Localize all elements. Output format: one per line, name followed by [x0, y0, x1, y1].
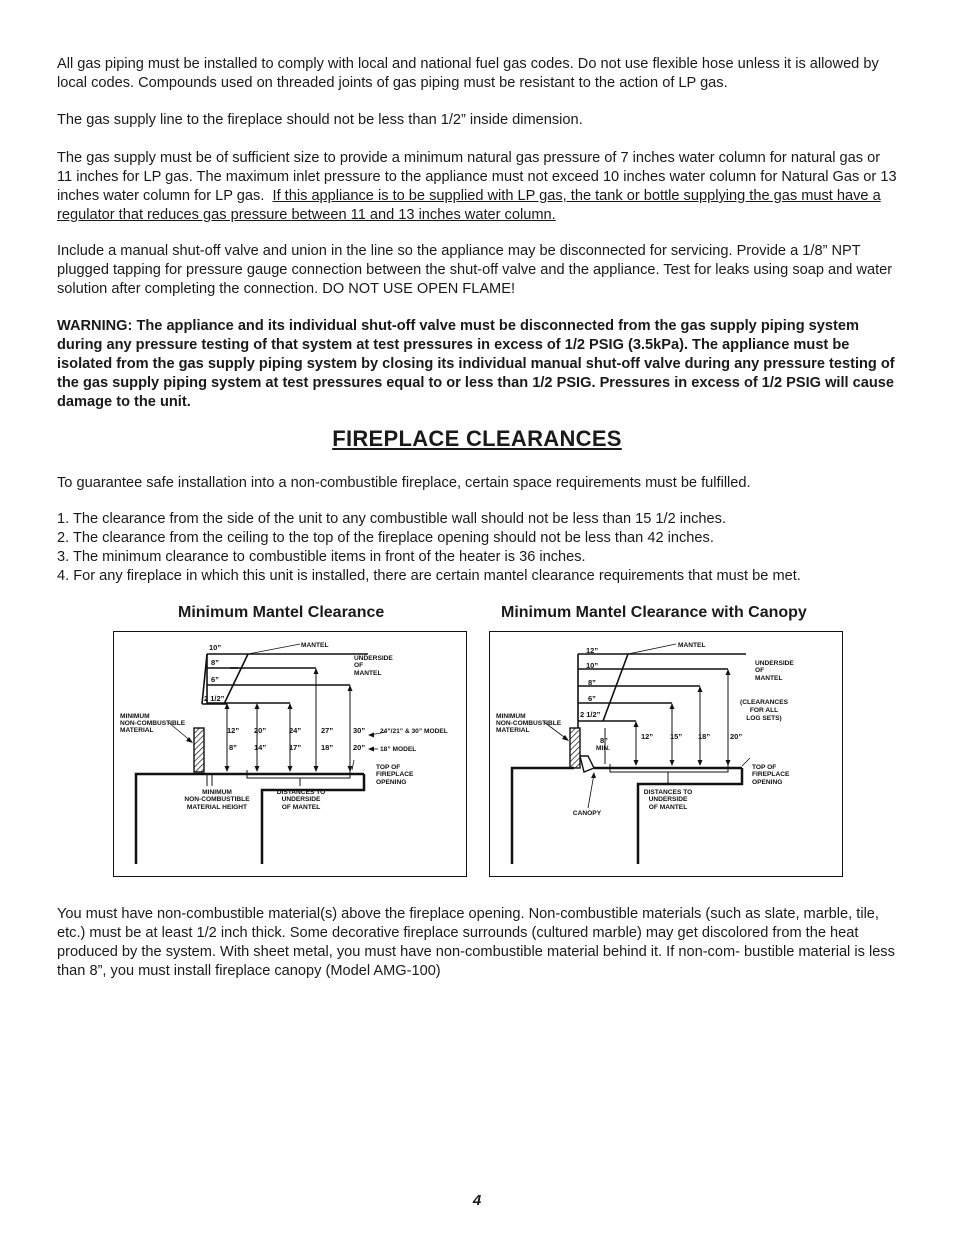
clearances-note-2: FOR ALL — [749, 707, 779, 714]
depth-6: 6” — [588, 694, 596, 703]
height-bottom: 17” — [289, 743, 302, 752]
distances-3: OF MANTEL — [281, 804, 321, 811]
height-bottom: 14” — [254, 743, 267, 752]
closing-paragraph: You must have non-combustible material(s) above the fireplace opening. Non-combustible materials (such as slate, marble, tile, etc.) must be at least 1/2 inch thick. Some decorative fireplace surrounds (cultured marble) may get discolored from the heat produced by the system. With sheet metal, you must have non-combustible material behind it. If non-com- bustible material is less than 8”, you must install fireplace canopy (Model AMG-100) — [57, 906, 895, 979]
depth-8: 8” — [588, 678, 596, 687]
min-8-label: 8” — [600, 736, 608, 745]
height-label: 15” — [670, 732, 683, 741]
clearances-note-1: (CLEARANCES — [740, 699, 788, 706]
underside-label-3: MANTEL — [354, 670, 382, 677]
lp-regulator-note: If this appliance is to be supplied with LP gas, the tank or bottle supplying the gas must have a regulator that reduces gas pressure between 11 and 13 inches water column. — [57, 188, 881, 223]
depth-10: 10” — [209, 643, 222, 652]
min-material-2: NON-COMBUSTIBLE — [496, 720, 562, 727]
diagram-mantel-clearance-canopy — [489, 631, 843, 877]
paragraph-supply-line: The gas supply line to the fireplace should not be less than 1/2” inside dimension. — [57, 112, 583, 128]
page-number: 4 — [472, 1192, 482, 1209]
canopy-label: CANOPY — [572, 810, 602, 817]
diagram2-title: Minimum Mantel Clearance with Canopy — [501, 604, 807, 621]
clearance-item: 4. For any fireplace in which this unit is installed, there are certain mantel clearance requirements that must be met. — [57, 568, 801, 584]
fireplace-inner — [638, 768, 742, 864]
mantel-clearance-canopy-svg — [490, 632, 842, 876]
height-label: 18” — [698, 732, 711, 741]
distances-1: DISTANCES TO — [643, 789, 693, 796]
height-top: 20” — [254, 726, 267, 735]
paragraph-gas-piping: All gas piping must be installed to comply with local and national fuel gas codes. Do not use flexible hose unless it is allowed by local codes. Compounds used on threaded joints of gas piping must be resistant to the action of LP gas. — [57, 56, 879, 91]
distances-2: UNDERSIDE — [281, 796, 321, 803]
mantel-steps — [202, 654, 368, 704]
depth-2-5: 2 1/2” — [580, 710, 601, 719]
underside-label-2: OF — [354, 662, 364, 669]
top-opening-1: TOP OF — [752, 764, 777, 771]
height-bottom: 8” — [229, 743, 237, 752]
clearance-item: 1. The clearance from the side of the unit to any combustible wall should not be less than 15 1/2 inches. — [57, 511, 727, 527]
gas-pressure-text: The gas supply must be of sufficient size to provide a minimum natural gas pressure of 7 inches water column for natural gas or 11 inches for LP gas. The maximum inlet pressure to the appliance must not exceed 10 inches water column for Natural Gas or 13 inches water column for LP gas. — [57, 150, 897, 204]
underside-label-1: UNDERSIDE — [755, 660, 794, 667]
warning-text: WARNING: The appliance and its individual shut-off valve must be disconnected from the gas supply piping system during any pressure testing of that system at test pressures in excess of 1/2 PSIG (3.5kPa). The appliance must be isolated from the gas supply piping system by closing its individual manual shut-off valve during any pressure testing of the gas supply piping system at test pressures equal to or less than 1/2 PSIG. Pressures in excess of 1/2 PSIG will cause damage to the unit. — [57, 318, 895, 410]
min-material-3: MATERIAL — [496, 727, 530, 734]
clearance-item: 2. The clearance from the ceiling to the top of the fireplace opening should not be less than 42 inches. — [57, 530, 714, 546]
height-arrows — [605, 670, 728, 764]
diagram-mantel-clearance — [113, 631, 467, 877]
fireplace-inner — [262, 774, 364, 864]
non-combustible-material — [194, 728, 204, 772]
paragraph-shutoff-valve: Include a manual shut-off valve and union in the line so the appliance may be disconnected for servicing. Provide a 1/8” NPT plugged tapping for pressure gauge connection between the shut-off valve and the appliance. Test for leaks using soap and water solution after completing the connection. DO NOT USE OPEN FLAME! — [57, 243, 893, 297]
min-height-1: MINIMUM — [202, 789, 232, 796]
depth-2-5: 2 1/2” — [204, 694, 225, 703]
depth-12: 12” — [586, 646, 599, 655]
top-opening-3: OPENING — [376, 779, 407, 786]
mantel-label: MANTEL — [301, 642, 329, 649]
canopy-shape — [580, 756, 594, 772]
fireplace-outline — [136, 774, 198, 864]
distances-1: DISTANCES TO — [276, 789, 326, 796]
arrow-heads — [634, 669, 731, 766]
height-label: 12” — [641, 732, 654, 741]
clearances-note-3: LOG SETS) — [746, 715, 782, 722]
top-opening-2: FIREPLACE — [376, 771, 414, 778]
distances-3: OF MANTEL — [648, 804, 688, 811]
intro-text: To guarantee safe installation into a non-combustible fireplace, certain space requirements must be fulfilled. — [57, 475, 751, 491]
underside-label-1: UNDERSIDE — [354, 655, 393, 662]
min-material-2: NON-COMBUSTIBLE — [120, 720, 186, 727]
height-bottom: 18” — [321, 743, 334, 752]
top-opening-2: FIREPLACE — [752, 771, 790, 778]
height-top: 30” — [353, 726, 366, 735]
top-opening-1: TOP OF — [376, 764, 401, 771]
min-height-2: NON-COMBUSTIBLE — [184, 796, 250, 803]
section-title: FIREPLACE CLEARANCES — [332, 426, 622, 451]
min-height-3: MATERIAL HEIGHT — [186, 804, 248, 811]
depth-6: 6” — [211, 675, 219, 684]
depth-8: 8” — [211, 658, 219, 667]
underside-label-3: MANTEL — [755, 675, 783, 682]
distances-2: UNDERSIDE — [648, 796, 688, 803]
mantel-label: MANTEL — [678, 642, 706, 649]
height-top: 12” — [227, 726, 240, 735]
clearance-list — [57, 510, 907, 586]
fireplace-outline — [512, 768, 574, 864]
top-opening-3: OPENING — [752, 779, 783, 786]
mantel-steps — [578, 654, 746, 728]
model-top-label: 24”/21” & 30” MODEL — [380, 728, 448, 735]
non-combustible-material — [570, 728, 580, 768]
min-material-1: MINIMUM — [496, 713, 526, 720]
height-top: 24” — [289, 726, 302, 735]
min-label: MIN. — [596, 745, 610, 752]
model-bottom-label: 18” MODEL — [380, 746, 417, 753]
height-label: 20” — [730, 732, 743, 741]
mantel-clearance-svg — [114, 632, 466, 876]
min-material-3: MATERIAL — [120, 727, 154, 734]
clearance-item: 3. The minimum clearance to combustible items in front of the heater is 36 inches. — [57, 549, 586, 565]
paragraph-gas-pressure — [57, 149, 897, 225]
depth-10: 10” — [586, 661, 599, 670]
underside-label-2: OF — [755, 667, 765, 674]
height-arrows — [227, 669, 350, 770]
diagram1-title: Minimum Mantel Clearance — [178, 604, 385, 621]
height-top: 27” — [321, 726, 334, 735]
min-material-1: MINIMUM — [120, 713, 150, 720]
arrow-heads — [225, 668, 353, 772]
height-bottom: 20” — [353, 743, 366, 752]
